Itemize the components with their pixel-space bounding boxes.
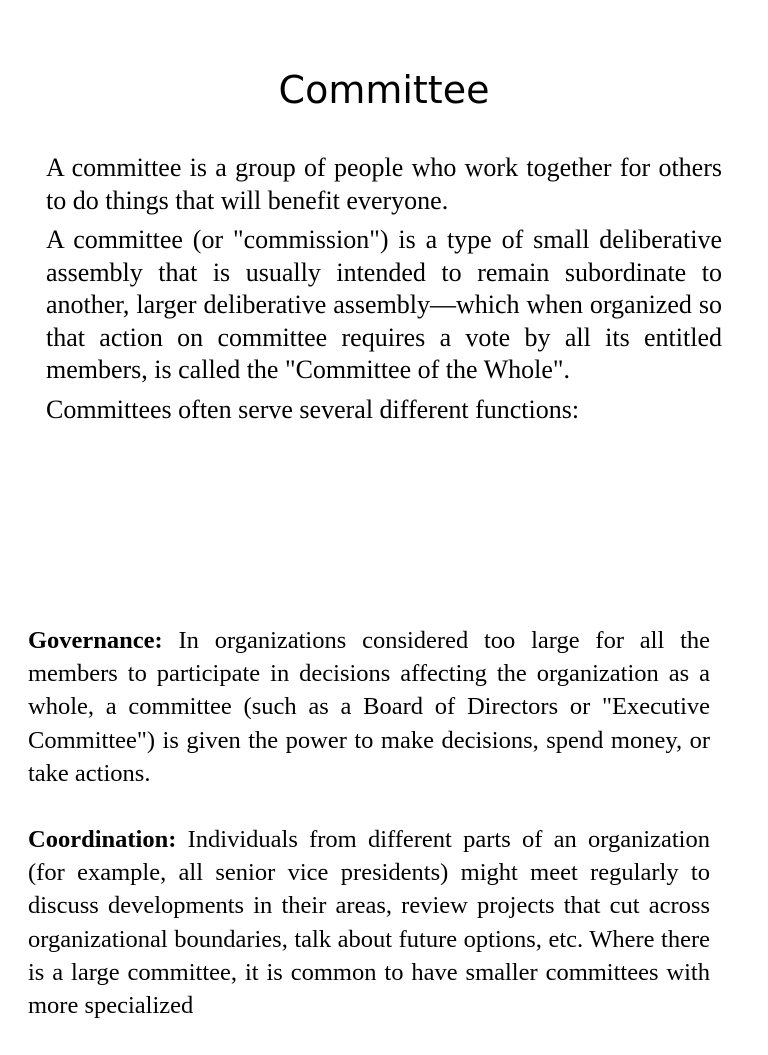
governance-term: Governance: [28, 627, 163, 654]
governance-text: In organizations considered too large for all the members to participate in decisions affecting the organization as a whole, a committee (such as a Board of Directors or "Executive Committee") is given the power to make decisions, spend money, or take actions. [28, 627, 710, 787]
intro-paragraph-functions-lead: Committees often serve several different functions: [46, 394, 580, 424]
coordination-term: Coordination: [28, 826, 177, 854]
functions-section [28, 624, 710, 1055]
intro-paragraph-commission: A committee (or "commission") is a type of small deliberative assembly that is usually intended to remain subordinate to another, larger deliberative assembly—which when organized so that action on committee requires a vote by all its entitled members, is called the "Committee of the Whole". [46, 225, 722, 384]
coordination-text: Individuals from different parts of an organization (for example, all senior vice presidents) might meet regularly to discuss developments in their areas, review projects that cut across organizational boundaries, talk about future options, etc. Where there is a large committee, it is common to have smaller committees with more specialized [28, 826, 710, 1020]
intro-paragraph-definition: A committee is a group of people who work together for others to do things that will benefit everyone. [46, 153, 722, 215]
governance-paragraph [28, 624, 710, 790]
coordination-paragraph [28, 823, 710, 1022]
intro-section [46, 152, 722, 433]
page-title: Committee [278, 68, 490, 112]
